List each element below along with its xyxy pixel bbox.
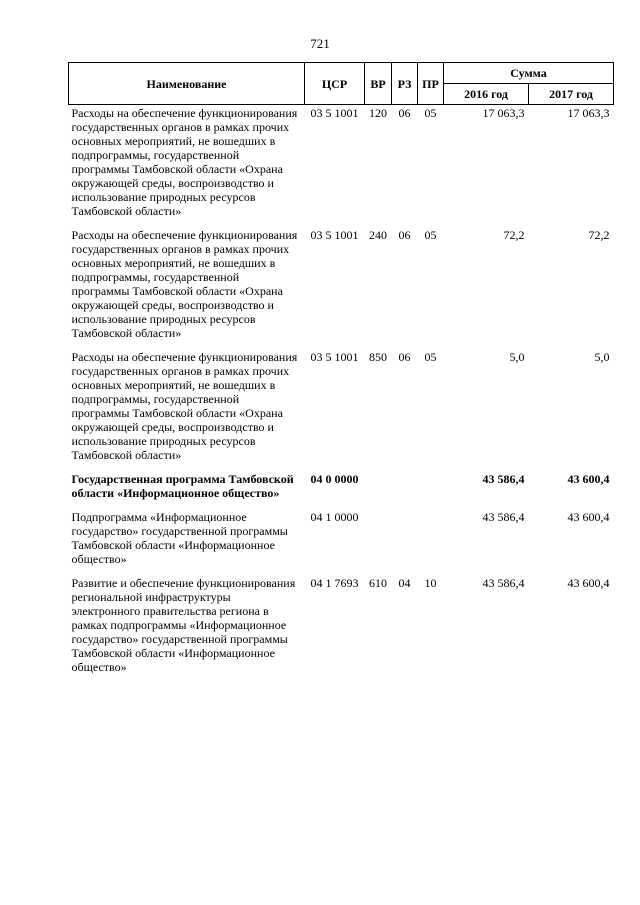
- row-sum-2017: 72,2: [588, 228, 610, 242]
- row-sum-2016: 43 586,4: [482, 510, 525, 524]
- row-rz: 06: [398, 350, 411, 364]
- row-sum-2016: 43 586,4: [482, 472, 525, 486]
- row-rz: 06: [398, 228, 411, 242]
- budget-table: [68, 62, 614, 684]
- header-csr: ЦСР: [305, 63, 365, 105]
- row-name: Расходы на обеспечение функционирования государственных органов в рамках прочих основных мероприятий, не вошедших в подпрограммы, государственной программы Тамбовской области «Охрана окружающей среды, воспроизводство и использование природных ресурсов Тамбовской области»: [71, 228, 298, 340]
- row-rz: [392, 472, 418, 510]
- row-name: Расходы на обеспечение функционирования государственных органов в рамках прочих основных мероприятий, не вошедших в подпрограммы, государственной программы Тамбовской области «Охрана окружающей среды, воспроизводство и использование природных ресурсов Тамбовской области»: [71, 350, 298, 462]
- row-csr: 03 5 1001: [310, 106, 359, 120]
- table-row: [69, 510, 614, 576]
- row-csr: 03 5 1001: [310, 350, 359, 364]
- table-body: [69, 105, 614, 685]
- row-rz: 06: [398, 106, 411, 120]
- header-sum: Сумма: [444, 63, 614, 84]
- header-pr: ПР: [418, 63, 444, 105]
- row-pr: 10: [424, 576, 437, 590]
- header-name: Наименование: [69, 63, 305, 105]
- row-vr: 610: [369, 576, 387, 590]
- row-csr: 04 1 0000: [310, 510, 359, 524]
- page-number: 721: [310, 36, 330, 51]
- table-row: [69, 105, 614, 229]
- row-sum-2017: 43 600,4: [567, 576, 610, 590]
- row-csr: 04 0 0000: [310, 472, 359, 486]
- row-vr: [365, 510, 392, 576]
- header-vr: ВР: [365, 63, 392, 105]
- row-sum-2017: 17 063,3: [567, 106, 610, 120]
- row-name: Расходы на обеспечение функционирования государственных органов в рамках прочих основных мероприятий, не вошедших в подпрограммы, государственной программы Тамбовской области «Охрана окружающей среды, воспроизводство и использование природных ресурсов Тамбовской области»: [71, 106, 298, 218]
- header-year-2016: 2016 год: [444, 84, 529, 105]
- table-row: [69, 350, 614, 472]
- row-sum-2016: 72,2: [503, 228, 525, 242]
- row-csr: 03 5 1001: [310, 228, 359, 242]
- row-vr: [365, 472, 392, 510]
- row-sum-2016: 43 586,4: [482, 576, 525, 590]
- row-vr: 240: [369, 228, 387, 242]
- row-csr: 04 1 7693: [310, 576, 359, 590]
- row-name: Подпрограмма «Информационное государство» государственной программы Тамбовской области «Информационное общество»: [71, 510, 288, 566]
- row-sum-2017: 5,0: [594, 350, 610, 364]
- row-pr: 05: [424, 350, 437, 364]
- row-name: Развитие и обеспечение функционирования региональной инфраструктуры электронного правительства региона в рамках подпрограммы «Информационное государство» государственной программы Тамбовской области «Информационное общество»: [71, 576, 296, 674]
- table-row: [69, 472, 614, 510]
- table-header: [69, 63, 614, 105]
- row-pr: [418, 510, 444, 576]
- row-sum-2017: 43 600,4: [567, 472, 610, 486]
- row-vr: 120: [369, 106, 387, 120]
- row-sum-2016: 5,0: [509, 350, 525, 364]
- row-pr: [418, 472, 444, 510]
- table-row: [69, 228, 614, 350]
- row-pr: 05: [424, 106, 437, 120]
- row-pr: 05: [424, 228, 437, 242]
- table-row: [69, 576, 614, 684]
- row-sum-2017: 43 600,4: [567, 510, 610, 524]
- row-sum-2016: 17 063,3: [482, 106, 525, 120]
- row-name: Государственная программа Тамбовской области «Информационное общество»: [71, 472, 294, 500]
- header-year-2017: 2017 год: [529, 84, 614, 105]
- row-rz: [392, 510, 418, 576]
- header-rz: РЗ: [392, 63, 418, 105]
- row-vr: 850: [369, 350, 387, 364]
- row-rz: 04: [398, 576, 411, 590]
